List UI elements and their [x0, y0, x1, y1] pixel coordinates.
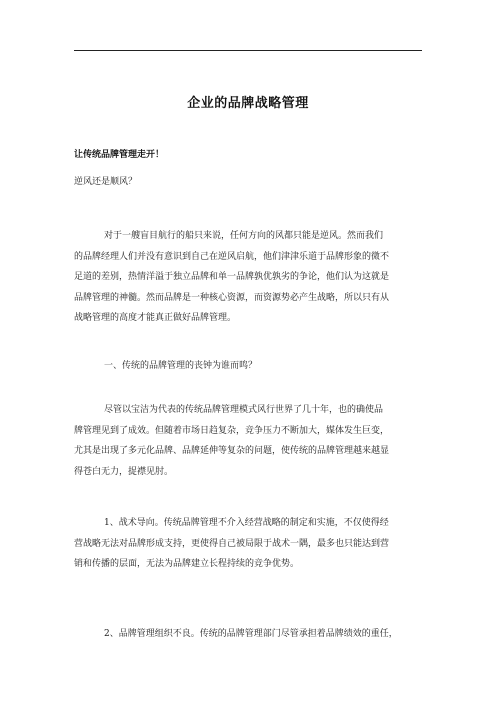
document-title: 企业的品牌战略管理: [187, 96, 309, 111]
paragraph-line: 得苍白无力，捉襟见肘。: [74, 466, 174, 477]
paragraph-line: 品牌管理的神髓。然而品牌是一种核心资源，而资源势必产生战略，所以只有从: [74, 292, 390, 303]
paragraph-line: 的品牌经理人们并没有意识到自己在逆风启航，他们津津乐道于品牌形象的微不: [74, 251, 390, 262]
question-heading: 一、传统的品牌管理的丧钟为谁而鸣？: [104, 361, 258, 371]
header-rule: [74, 50, 422, 51]
paragraph-line: 尽管以宝洁为代表的传统品牌管理模式风行世界了几十年，也的确使品: [104, 405, 384, 415]
paragraph-line: 牌管理见到了成效。但随着市场日趋复杂，竞争压力不断加大，媒体发生巨变，: [74, 425, 390, 436]
paragraph-line: 战略管理的高度才能真正做好品牌管理。: [74, 313, 237, 323]
paragraph-line: 销和传播的层面，无法为品牌建立长程持续的竞争优势。: [74, 559, 300, 569]
paragraph-background: [74, 400, 422, 482]
paragraph-line: 对于一艘盲目航行的船只来说，任何方向的风都只能是逆风。然而我们: [104, 231, 384, 241]
paragraph-line: 2、品牌管理组织不良。传统的品牌管理部门尽管承担着品牌绩效的重任，: [104, 629, 398, 639]
subtitle: 逆风还是顺风？: [74, 177, 138, 187]
paragraph-line: 足道的差别，热情洋溢于独立品牌和单一品牌孰优孰劣的争论，他们认为这就是: [74, 272, 390, 282]
paragraph-line: 1、战术导向。传统品牌管理不介入经营战略的制定和实施，不仅使得经: [104, 518, 389, 528]
section-heading: 让传统品牌管理走开！: [74, 150, 165, 160]
paragraph-line: 尤其是出现了多元化品牌、品牌延伸等复杂的问题，使传统的品牌管理越来越显: [74, 446, 390, 456]
paragraph-point-1: [74, 513, 422, 575]
paragraph-intro: [74, 226, 422, 329]
paragraph-line: 营战略无法对品牌形成支持，更使得自己被局限于战术一隅，最多也只能达到营: [74, 538, 390, 549]
paragraph-point-2: [74, 624, 422, 645]
